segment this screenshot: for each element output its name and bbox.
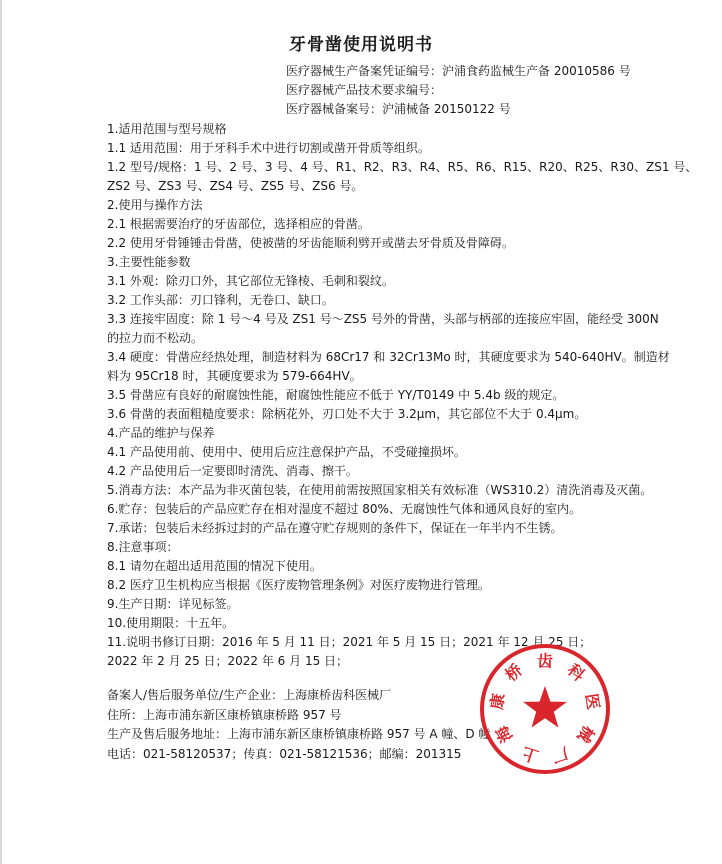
seal-star (523, 686, 567, 728)
text-line: 3.4 硬度：骨凿应经热处理，制造材料为 68Cr17 和 32Cr13Mo 时，其硬度要求为 540-640HV。制造材 (107, 350, 670, 364)
text-line: 1.1 适用范围：用于牙科手术中进行切割或凿开骨质等组织。 (107, 141, 430, 155)
company-seal (478, 642, 612, 776)
text-line: 料为 95Cr18 时，其硬度要求为 579-664HV。 (107, 369, 362, 383)
manufacturer-info (107, 686, 490, 764)
text-line: 5.消毒方法：本产品为非灭菌包装，在使用前需按照国家相关有效标准（WS310.2）清洗消毒及灭菌。 (107, 483, 653, 497)
seal-char: 齿 (536, 651, 554, 671)
registration-header (286, 62, 631, 119)
page-border (0, 0, 2, 864)
text-line: 4.2 产品使用后一定要即时清洗、消毒、擦干。 (107, 464, 358, 478)
footer-line: 备案人/售后服务单位/生产企业：上海康桥齿科医械厂 (107, 688, 392, 702)
text-line: 3.1 外观：除刃口外，其它部位无锋棱、毛刺和裂纹。 (107, 274, 394, 288)
text-line: 4.1 产品使用前、使用中、使用后应注意保护产品，不受碰撞损坏。 (107, 445, 466, 459)
seal-char: 桥 (501, 660, 527, 685)
header-line: 医疗器械备案号：沪浦械备 20150122 号 (286, 102, 511, 116)
seal-char: 科 (563, 660, 589, 685)
text-line: 10.使用期限：十五年。 (107, 616, 235, 630)
text-line: 3.6 骨凿的表面粗糙度要求：除柄花外，刃口处不大于 3.2μm，其它部位不大于 0.4μm。 (107, 407, 587, 421)
text-line: 7.承诺：包装后未经拆过封的产品在遵守贮存规则的条件下，保证在一年半内不生锈。 (107, 521, 563, 535)
text-line: ZS2 号、ZS3 号、ZS4 号、ZS5 号、ZS6 号。 (107, 179, 364, 193)
text-line: 8.2 医疗卫生机构应当根据《医疗废物管理条例》对医疗废物进行管理。 (107, 578, 490, 592)
seal-char: 医 (581, 692, 604, 711)
seal-char: 海 (491, 722, 517, 746)
section-heading: 2.使用与操作方法 (107, 198, 203, 212)
document-title: 牙骨凿使用说明书 (289, 35, 433, 55)
header-line: 医疗器械产品技术要求编号： (286, 83, 443, 97)
text-line: 2.1 根据需要治疗的牙齿部位，选择相应的骨凿。 (107, 217, 370, 231)
text-line: 3.3 连接牢固度：除 1 号～4 号及 ZS1 号～ZS5 号外的骨凿，头部与柄部的连接应牢固，能经受 300N (107, 312, 659, 326)
footer-line: 电话：021-58120537；传真：021-58121536；邮编：201315 (107, 746, 462, 761)
text-line: 2022 年 2 月 25 日；2022 年 6 月 15 日； (107, 654, 349, 668)
section-heading: 1.适用范围与型号规格 (107, 122, 227, 136)
text-line: 的拉力而不松动。 (107, 331, 204, 345)
section-heading: 4.产品的维护与保养 (107, 426, 215, 440)
seal-char: 上 (519, 743, 541, 767)
section-heading: 8.注意事项： (107, 540, 179, 554)
text-line: 1.2 型号/规格：1 号、2 号、3 号、4 号、R1、R2、R3、R4、R5、R6、R15、R20、R25、R30、ZS1 号、 (107, 160, 698, 174)
section-heading: 3.主要性能参数 (107, 255, 191, 269)
seal-char: 厂 (549, 743, 571, 767)
text-line: 9.生产日期：详见标签。 (107, 597, 239, 611)
text-line: 3.2 工作头部：刃口锋利，无卷口、缺口。 (107, 293, 334, 307)
footer-line: 生产及售后服务地址：上海市浦东新区康桥镇康桥路 957 号 A 幢、D 幢 (107, 727, 491, 741)
text-line: 6.贮存：包装后的产品应贮存在相对湿度不超过 80%、无腐蚀性气体和通风良好的室内。 (107, 502, 581, 516)
seal-char: 康 (486, 692, 509, 711)
footer-line: 住所：上海市浦东新区康桥镇康桥路 957 号 (107, 707, 342, 722)
header-line: 医疗器械生产备案凭证编号：沪浦食药监械生产备 20010586 号 (286, 64, 631, 78)
text-line: 8.1 请勿在超出适用范围的情况下使用。 (107, 559, 322, 573)
text-line: 11.说明书修订日期：2016 年 5 月 11 日；2021 年 5 月 15 日；2021 年 12 月 25 日； (107, 635, 592, 649)
text-line: 3.5 骨凿应有良好的耐腐蚀性能，耐腐蚀性能应不低于 YY/T0149 中 5.4b 级的规定。 (107, 388, 565, 402)
text-line: 2.2 使用牙骨锤锤击骨凿，使被凿的牙齿能顺利劈开或凿去牙骨质及骨障碍。 (107, 236, 514, 250)
seal-char: 械 (573, 722, 599, 746)
